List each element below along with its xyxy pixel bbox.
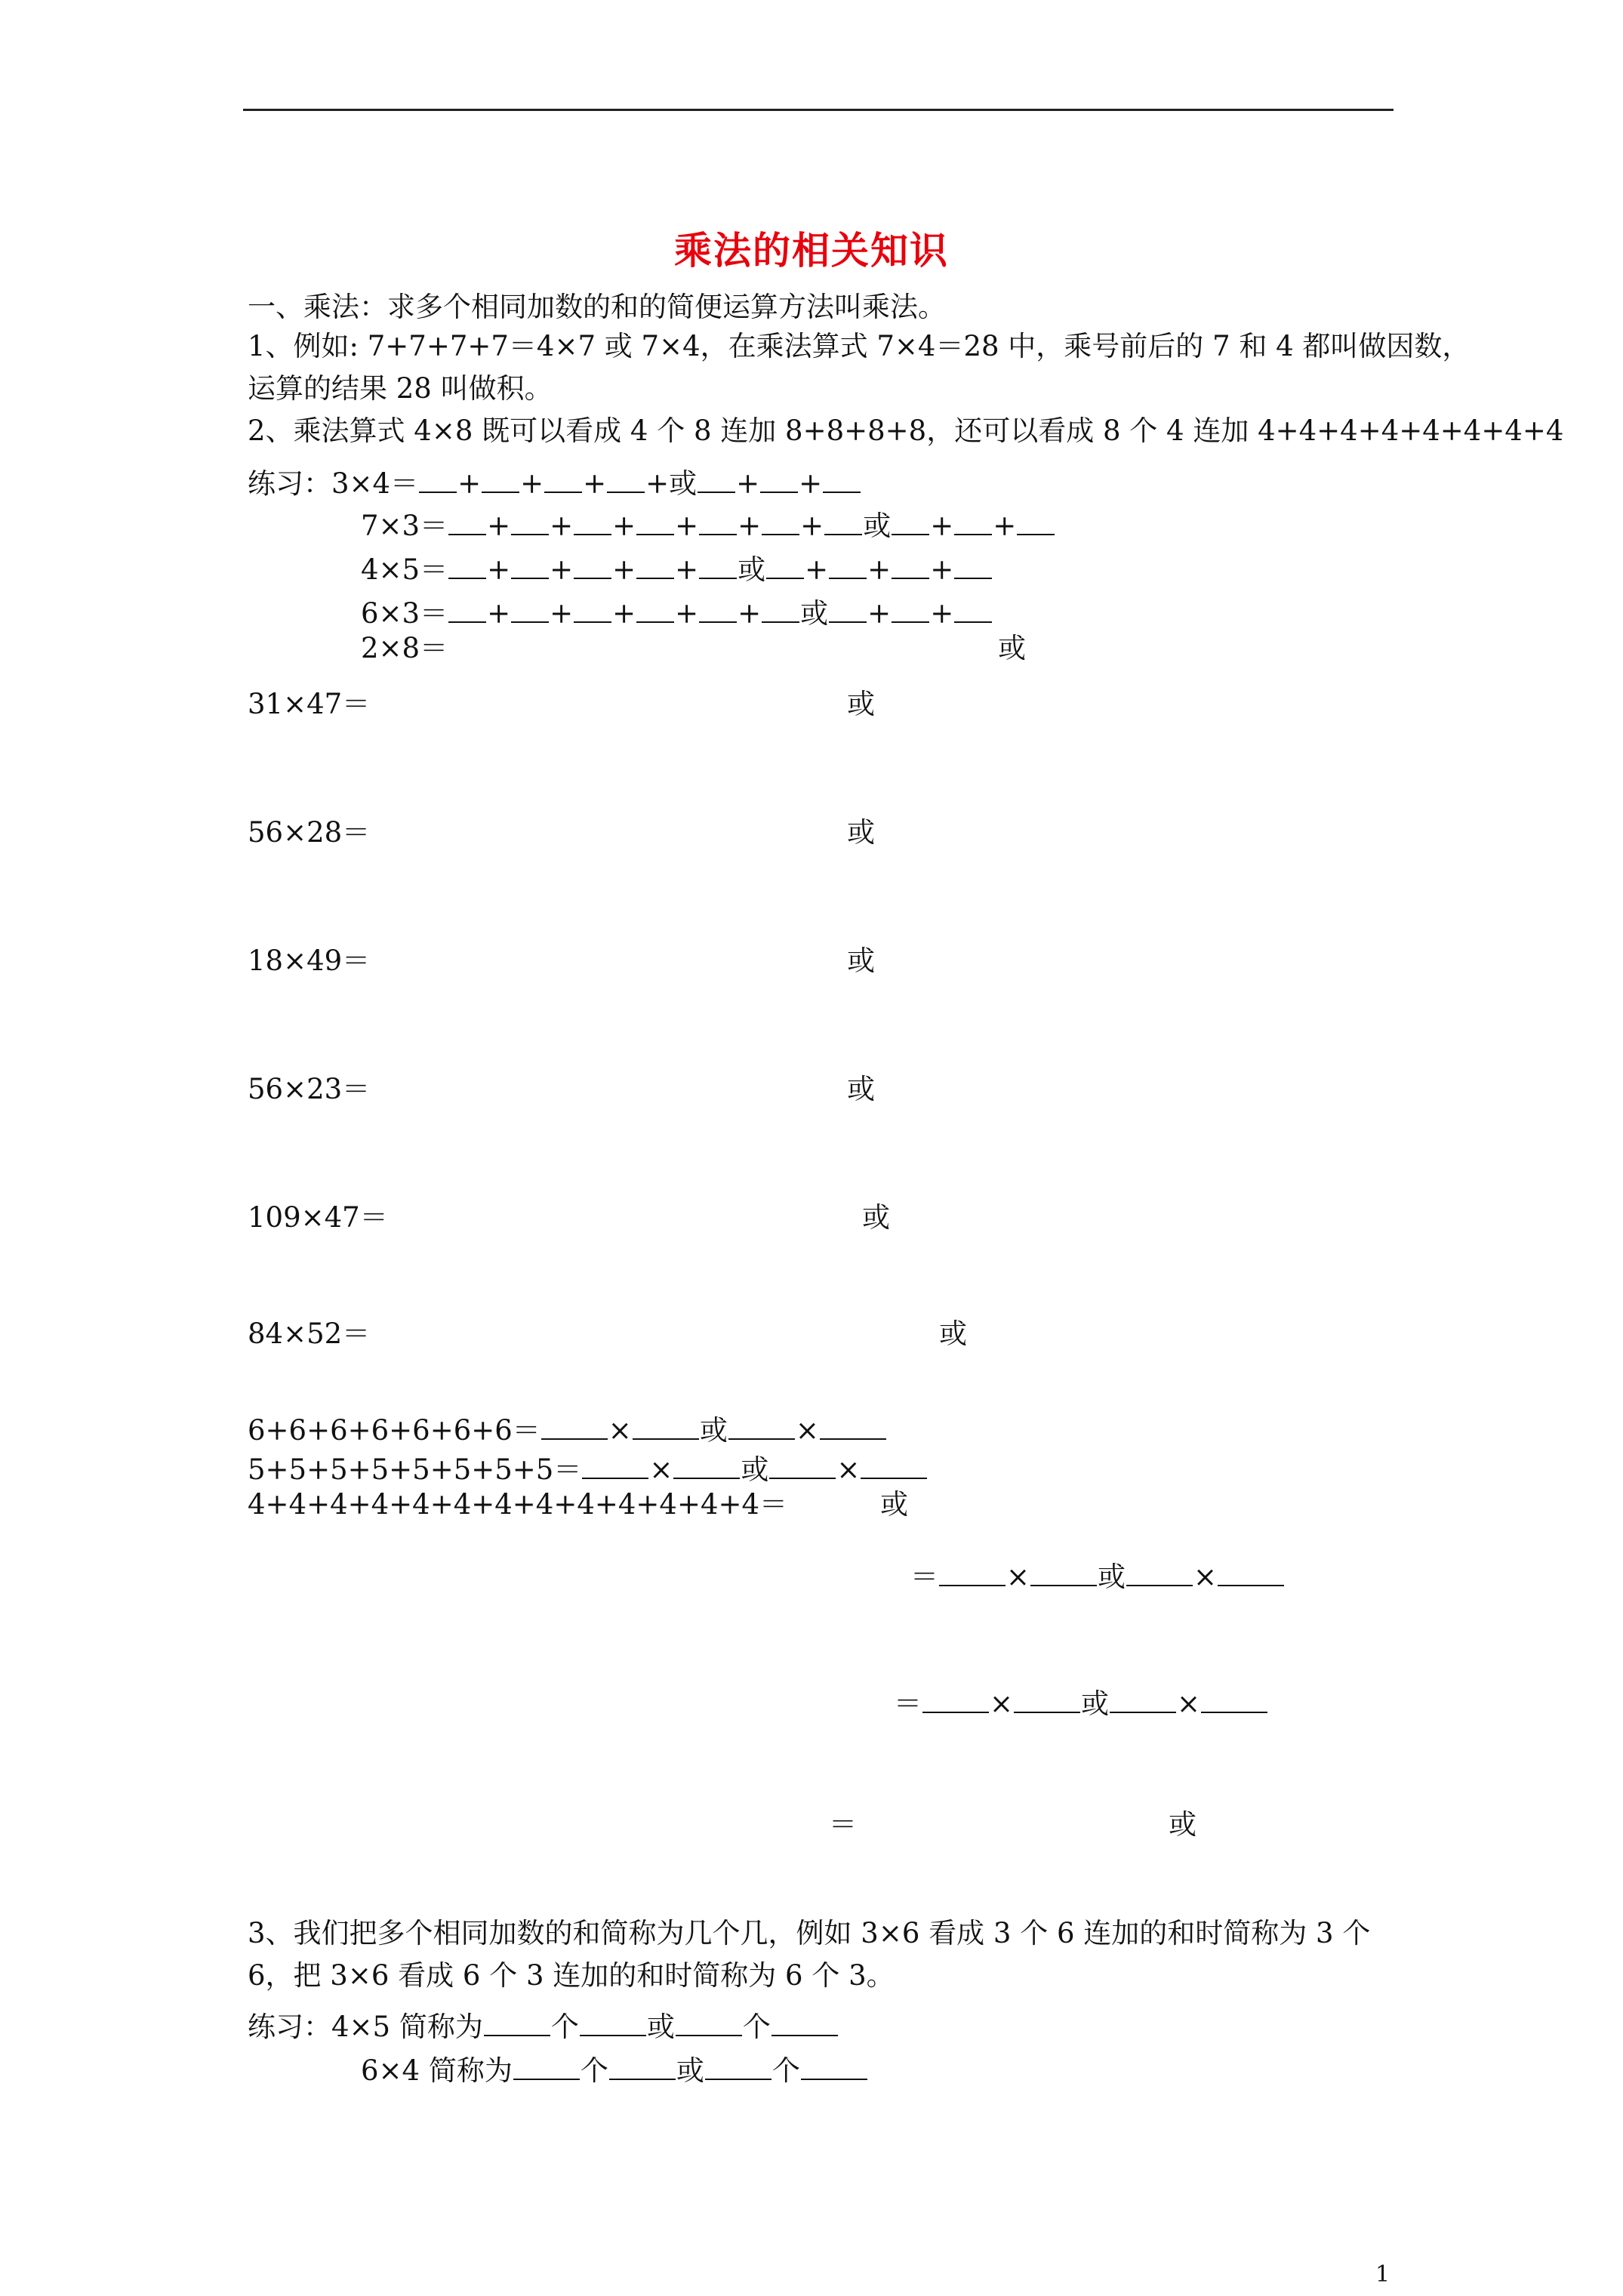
big-item-3-or: 或 [847,945,875,977]
big-item-5: 109×47＝ [248,1201,388,1234]
eq-row-1: ＝ × 或 × [910,1555,1285,1591]
answer-blank[interactable] [954,592,992,623]
sum-row-3: 4+4+4+4+4+4+4+4+4+4+4+4+4＝ [248,1488,788,1521]
intro-line-1: 一、乘法：求多个相同加数的和的简便运算方法叫乘法。 [248,291,946,323]
practice-expr: 4×5＝ [361,553,448,586]
header-rule [243,109,1394,111]
answer-blank[interactable] [705,2049,771,2080]
intro-line-3: 运算的结果 28 叫做积。 [248,372,553,405]
answer-blank[interactable] [1014,1682,1080,1713]
answer-blank[interactable] [762,504,799,535]
answer-blank[interactable] [1030,1555,1097,1586]
answer-blank[interactable] [609,2049,676,2080]
answer-blank[interactable] [954,548,992,579]
answer-blank[interactable] [582,1448,648,1479]
practice-row-3: 4×5＝ + + + + 或 + + + [361,548,993,584]
sum-row-1: 6+6+6+6+6+6+6＝ × 或 × [248,1409,887,1444]
answer-blank[interactable] [511,592,549,623]
eq-row-3-or: 或 [1169,1808,1196,1841]
practice-expr: 3×4＝ [331,467,419,500]
answer-blank[interactable] [699,592,737,623]
answer-blank[interactable] [544,462,582,493]
answer-blank[interactable] [636,548,674,579]
answer-blank[interactable] [580,2005,646,2036]
answer-blank[interactable] [698,462,735,493]
page-number: 1 [1375,2261,1390,2288]
answer-blank[interactable] [824,504,862,535]
answer-blank[interactable] [769,1448,836,1479]
intro-line-2: 1、例如: 7+7+7+7＝4×7 或 7×4，在乘法算式 7×4＝28 中，乘号前后的 7 和 4 都叫做因数， [248,330,1471,362]
answer-blank[interactable] [574,548,611,579]
answer-blank[interactable] [922,1682,989,1713]
big-item-4-or: 或 [847,1073,875,1105]
section3-line-2: 6，把 3×6 看成 6 个 3 连加的和时简称为 6 个 3。 [248,1959,895,1992]
answer-blank[interactable] [633,1409,699,1440]
practice-row-4: 6×3＝ + + + + + 或 + + [361,592,993,627]
answer-blank[interactable] [448,548,486,579]
big-item-1-or: 或 [847,688,875,720]
answer-blank[interactable] [484,2005,550,2036]
section3-practice-2: 6×4 简称为 个 或 个 [361,2049,868,2085]
big-item-2: 56×28＝ [248,816,371,849]
practice-row-1: 练习：3×4＝ + + + +或 + + [248,462,861,498]
practice-label: 练习： [248,467,331,500]
answer-blank[interactable] [892,504,929,535]
answer-blank[interactable] [482,462,519,493]
answer-blank[interactable] [829,548,867,579]
answer-blank[interactable] [448,592,486,623]
answer-blank[interactable] [636,504,674,535]
answer-blank[interactable] [954,504,992,535]
answer-blank[interactable] [574,504,611,535]
answer-blank[interactable] [511,548,549,579]
answer-blank[interactable] [820,1409,886,1440]
answer-blank[interactable] [892,548,929,579]
answer-blank[interactable] [636,592,674,623]
page-title: 乘法的相关知识 [674,228,949,273]
answer-blank[interactable] [829,592,867,623]
answer-blank[interactable] [801,2049,867,2080]
practice-row-5: 2×8＝ [361,632,448,664]
practice-row-5-or: 或 [998,632,1026,664]
sum-row-3-or: 或 [880,1488,908,1521]
intro-line-4: 2、乘法算式 4×8 既可以看成 4 个 8 连加 8+8+8+8，还可以看成 8 个 4 连加 4+4+4+4+4+4+4+4 [248,415,1564,447]
answer-blank[interactable] [607,462,645,493]
sum-row-2: 5+5+5+5+5+5+5+5＝ × 或 × [248,1448,928,1484]
big-item-3: 18×49＝ [248,945,371,977]
big-item-4: 56×23＝ [248,1073,371,1105]
answer-blank[interactable] [541,1409,608,1440]
big-item-6: 84×52＝ [248,1318,371,1350]
answer-blank[interactable] [513,2049,580,2080]
section3-line-1: 3、我们把多个相同加数的和简称为几个几，例如 3×6 看成 3 个 6 连加的和时简称为 3 个 [248,1917,1371,1949]
answer-blank[interactable] [939,1555,1006,1586]
big-item-5-or: 或 [862,1201,890,1234]
answer-blank[interactable] [1218,1555,1284,1586]
answer-blank[interactable] [766,548,804,579]
answer-blank[interactable] [574,592,611,623]
answer-blank[interactable] [892,592,929,623]
answer-blank[interactable] [419,462,457,493]
answer-blank[interactable] [771,2005,838,2036]
answer-blank[interactable] [1201,1682,1267,1713]
big-item-2-or: 或 [847,816,875,849]
answer-blank[interactable] [673,1448,740,1479]
answer-blank[interactable] [861,1448,927,1479]
answer-blank[interactable] [699,504,737,535]
answer-blank[interactable] [823,462,861,493]
eq-row-3: ＝ [829,1808,857,1841]
answer-blank[interactable] [1126,1555,1193,1586]
answer-blank[interactable] [448,504,486,535]
answer-blank[interactable] [728,1409,795,1440]
practice-row-2: 7×3＝ + + + + + + 或 + + [361,504,1055,540]
answer-blank[interactable] [511,504,549,535]
answer-blank[interactable] [699,548,737,579]
answer-blank[interactable] [1017,504,1055,535]
practice-expr: 7×3＝ [361,509,448,542]
big-item-6-or: 或 [939,1318,967,1350]
answer-blank[interactable] [762,592,799,623]
answer-blank[interactable] [760,462,798,493]
eq-row-2: ＝ × 或 × [894,1682,1268,1718]
answer-blank[interactable] [676,2005,742,2036]
answer-blank[interactable] [1110,1682,1176,1713]
practice-expr: 6×3＝ [361,596,448,630]
big-item-1: 31×47＝ [248,688,371,720]
section3-practice-1: 练习：4×5 简称为 个 或 个 [248,2005,839,2041]
